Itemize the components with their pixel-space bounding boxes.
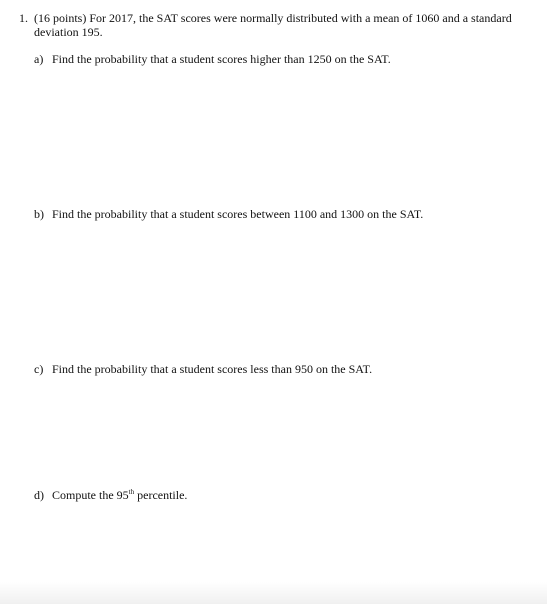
question-stem — [34, 11, 529, 39]
part-c-letter: c) — [34, 362, 44, 376]
question-points: (16 points) — [34, 11, 87, 25]
part-b — [34, 207, 423, 221]
part-a-letter: a) — [34, 52, 44, 66]
part-c — [34, 362, 372, 376]
part-b-text: Find the probability that a student scores between 1100 and 1300 on the SAT. — [52, 207, 424, 221]
part-d-text-after: percentile. — [134, 488, 188, 502]
question-text: For 2017, the SAT scores were normally distributed with a mean of 1060 and a standard deviation 195. — [34, 11, 512, 39]
part-d-text-before: Compute the 95 — [52, 488, 129, 502]
question-number: 1. — [19, 11, 28, 25]
part-d-letter: d) — [34, 488, 44, 502]
part-b-letter: b) — [34, 207, 44, 221]
page-bottom-edge — [0, 582, 547, 604]
part-c-text: Find the probability that a student scores less than 950 on the SAT. — [52, 362, 373, 376]
part-a — [34, 52, 391, 66]
part-a-text: Find the probability that a student scores higher than 1250 on the SAT. — [52, 52, 391, 66]
part-d-superscript: th — [128, 488, 135, 496]
part-d — [34, 488, 187, 502]
